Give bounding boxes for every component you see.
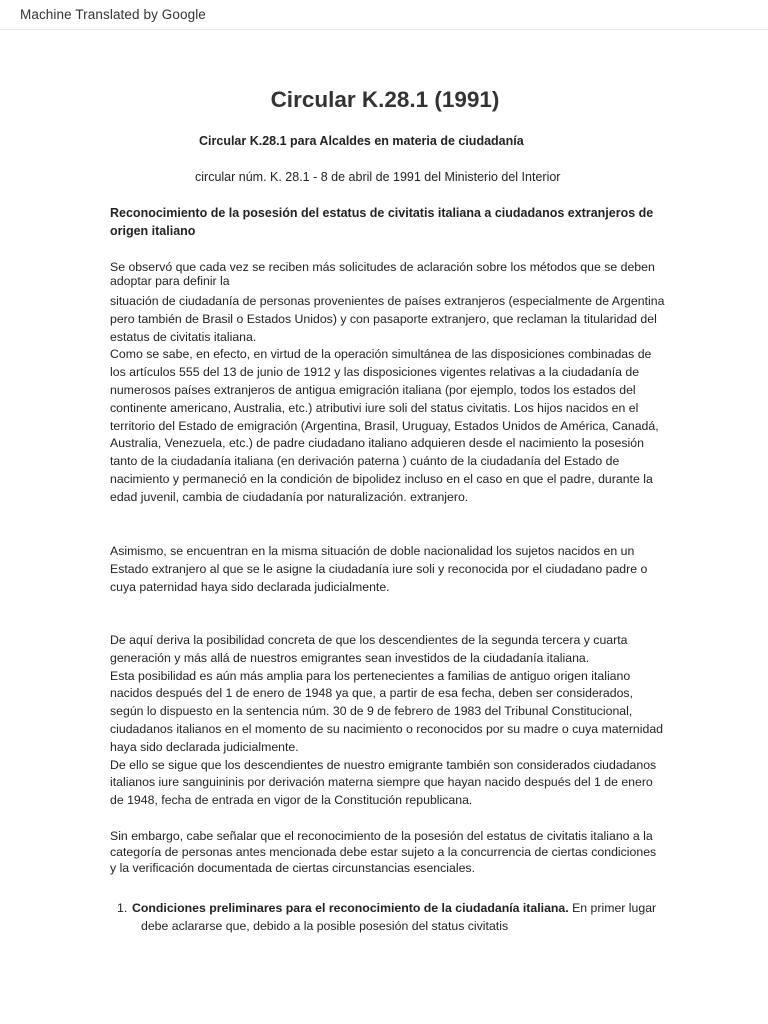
list-item-continuation: debe aclararse que, debido a la posible posesión del status civitatis bbox=[141, 919, 509, 933]
paragraph-line: continente americano, Australia, etc.) atributivi iure soli del status civitatis. Los hijos nacidos en el bbox=[110, 400, 639, 415]
paragraph-line: nacimiento y permaneció en la condición de bipolidez incluso en el caso en que el padre, durante la bbox=[110, 471, 653, 486]
section-heading-line: origen italiano bbox=[110, 224, 196, 238]
paragraph-line: cuya paternidad haya sido declarada judicialmente. bbox=[110, 579, 390, 594]
paragraph-line: Asimismo, se encuentran en la misma situación de doble nacionalidad los sujetos nacidos en un bbox=[110, 544, 635, 558]
section-heading-line: Reconocimiento de la posesión del estatus de civitatis italiana a ciudadanos extranjeros de bbox=[110, 206, 654, 220]
paragraph-line: Estado extranjero al que se le asigne la ciudadanía iure soli y reconocida por el ciudadano padre o bbox=[110, 561, 648, 576]
paragraph-line: Sin embargo, cabe señalar que el reconocimiento de la posesión del estatus de civitatis italiano a la bbox=[110, 829, 653, 843]
paragraph-line: y la verificación documentada de ciertas circunstancias esenciales. bbox=[110, 861, 475, 876]
paragraph-line: pero también de Brasil o Estados Unidos) y con pasaporte extranjero, que reclaman la titularidad del bbox=[110, 311, 657, 326]
paragraph-line: ciudadanos italianos en el momento de su nacimiento o reconocidos por su madre o cuya maternidad bbox=[110, 721, 663, 736]
list-item-number: 1. bbox=[117, 901, 128, 915]
paragraph-line: numerosos países extranjeros de antigua emigración italiana (por ejemplo, todos los estados del bbox=[110, 382, 636, 397]
paragraph-line: adoptar para definir la bbox=[110, 273, 230, 288]
machine-translated-label: Machine Translated by Google bbox=[20, 7, 206, 22]
paragraph-line: generación y más allá de nuestros emigrantes sean investidos de la ciudadanía italiana. bbox=[110, 650, 590, 665]
paragraph-line: nacidos después del 1 de enero de 1948 ya que, a partir de esa fecha, deben ser considerados, bbox=[110, 686, 633, 701]
circular-reference: circular núm. K. 28.1 - 8 de abril de 1991 del Ministerio del Interior bbox=[195, 170, 561, 184]
paragraph-1 bbox=[110, 293, 670, 507]
paragraph-line: Esta posibilidad es aún más amplia para los pertenecientes a familias de antiguo origen italiano bbox=[110, 668, 631, 683]
document-subtitle: Circular K.28.1 para Alcaldes en materia de ciudadanía bbox=[199, 134, 524, 148]
paragraph-line: edad juvenil, cambia de ciudadanía por naturalización. extranjero. bbox=[110, 489, 469, 504]
paragraph-line: categoría de personas antes mencionada debe estar sujeto a la concurrencia de ciertas condiciones bbox=[110, 845, 657, 860]
paragraph-line: Australia, Venezuela, etc.) de padre ciudadano italiano adquieren desde el nacimiento la posesión bbox=[110, 436, 644, 451]
document-title: Circular K.28.1 (1991) bbox=[270, 87, 500, 112]
paragraph-line: territorio del Estado de emigración (Argentina, Brasil, Uruguay, Estados Unidos de América, Canadá, bbox=[110, 418, 659, 433]
paragraph-line: italianos iure sanguininis por derivación materna siempre que hayan nacido después del 1 de enero bbox=[110, 775, 653, 790]
header-divider bbox=[0, 29, 768, 30]
paragraph-2 bbox=[110, 543, 670, 596]
paragraph-line: De aquí deriva la posibilidad concreta de que los descendientes de la segunda tercera y cuarta bbox=[110, 633, 628, 647]
paragraph-line: Como se sabe, en efecto, en virtud de la operación simultánea de las disposiciones combinadas de bbox=[110, 347, 652, 362]
list-item-lead-text: En primer lugar bbox=[568, 901, 657, 915]
paragraph-line: los artículos 555 del 13 de junio de 1912 y las disposiciones vigentes relativas a la ciudadanía de bbox=[110, 365, 640, 380]
paragraph-line: de 1948, fecha de entrada en vigor de la Constitución republicana. bbox=[110, 793, 473, 808]
paragraph-line: situación de ciudadanía de personas provenientes de países extranjeros (especialmente de Argentina bbox=[110, 294, 665, 308]
paragraph-intro bbox=[110, 261, 670, 288]
paragraph-line: estatus de civitatis italiana. bbox=[110, 329, 257, 344]
paragraph-line: haya sido declarada judicialmente. bbox=[110, 739, 299, 754]
paragraph-line: Se observó que cada vez se reciben más solicitudes de aclaración sobre los métodos que se deben bbox=[110, 260, 655, 274]
paragraph-3 bbox=[110, 632, 670, 810]
translation-header bbox=[0, 0, 768, 30]
paragraph-line: según lo dispuesto en la sentencia núm. 30 de 9 de febrero de 1983 del Tribunal Constitucional, bbox=[110, 704, 633, 719]
list-item-text bbox=[132, 899, 656, 917]
section-heading bbox=[110, 204, 654, 240]
paragraph-4 bbox=[110, 828, 670, 877]
paragraph-line: De ello se sigue que los descendientes de nuestro emigrante también son considerados ciudadanos bbox=[110, 757, 657, 772]
paragraph-line: tanto de la ciudadanía italiana (en derivación paterna ) cuánto de la ciudadanía del Estado de bbox=[110, 454, 620, 469]
list-item-bold-lead: Condiciones preliminares para el reconocimiento de la ciudadanía italiana. bbox=[132, 901, 569, 915]
